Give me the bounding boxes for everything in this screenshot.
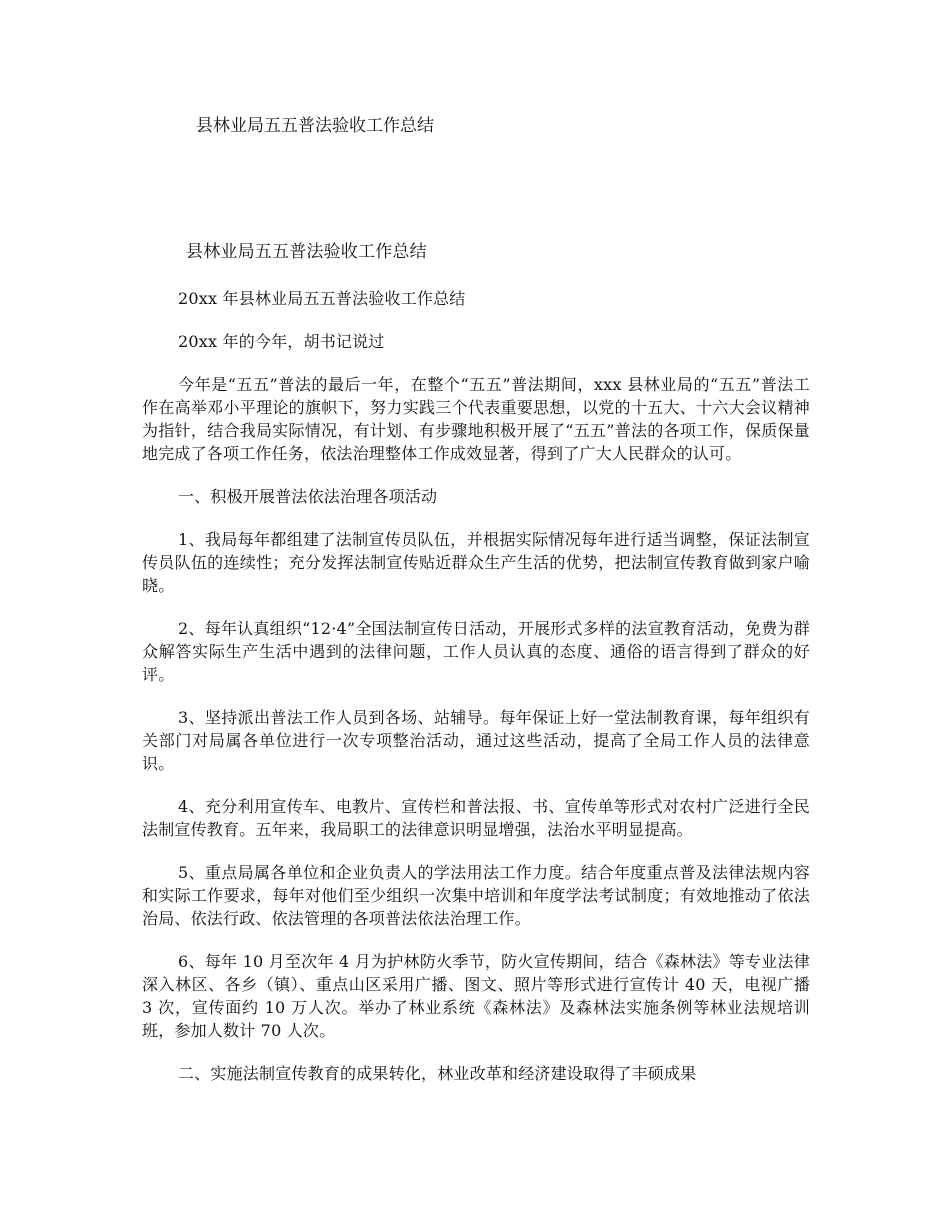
paragraph-item-6: 6、每年 10 月至次年 4 月为护林防火季节，防火宣传期间，结合《森林法》等专业法律深入林区、各乡（镇）、重点山区采用广播、图文、照片等形式进行宣传计 40 天，电视广播 3 次，宣传面约 10 万人次。举办了林业系统《森林法》及森林法实施条例等林业法规培训班，参加人数计 70 人次。 — [142, 952, 810, 1040]
section-heading-2: 二、实施法制宣传教育的成果转化，林业改革和经济建设取得了丰硕成果 — [178, 1064, 697, 1083]
paragraph-quote-intro: 20xx 年的今年，胡书记说过 — [178, 332, 385, 351]
section-heading-1: 一、积极开展普法依法治理各项活动 — [178, 487, 438, 506]
paragraph-summary-title: 20xx 年县林业局五五普法验收工作总结 — [178, 289, 466, 308]
paragraph-overview: 今年是“五五”普法的最后一年，在整个“五五”普法期间，xxx 县林业局的“五五”普法工作在高举邓小平理论的旗帜下，努力实践三个代表重要思想，以党的十五大、十六大会议精神为指针，结合我局实际情况，有计划、有步骤地积极开展了“五五”普法的各项工作，保质保量地完成了各项工作任务，依法治理整体工作成效显著，得到了广大人民群众的认可。 — [142, 375, 810, 463]
document-header-title: 县林业局五五普法验收工作总结 — [196, 116, 434, 136]
paragraph-item-5: 5、重点局属各单位和企业负责人的学法用法工作力度。结合年度重点普及法律法规内容和实际工作要求，每年对他们至少组织一次集中培训和年度学法考试制度；有效地推动了依法治局、依法行政、依法管理的各项普法依法治理工作。 — [142, 863, 810, 928]
document-subtitle: 县林业局五五普法验收工作总结 — [186, 242, 427, 262]
paragraph-item-3: 3、坚持派出普法工作人员到各场、站辅导。每年保证上好一堂法制教育课，每年组织有关部门对局属各单位进行一次专项整治活动，通过这些活动，提高了全局工作人员的法律意识。 — [142, 708, 810, 773]
paragraph-item-4: 4、充分利用宣传车、电教片、宣传栏和普法报、书、宣传单等形式对农村广泛进行全民法制宣传教育。五年来，我局职工的法律意识明显增强，法治水平明显提高。 — [142, 797, 810, 839]
paragraph-item-2: 2、每年认真组织“12·4”全国法制宣传日活动，开展形式多样的法宣教育活动，免费为群众解答实际生产生活中遇到的法律问题，工作人员认真的态度、通俗的语言得到了群众的好评。 — [142, 619, 810, 684]
document-body — [142, 240, 810, 1105]
paragraph-item-1: 1、我局每年都组建了法制宣传员队伍，并根据实际情况每年进行适当调整，保证法制宣传员队伍的连续性；充分发挥法制宣传贴近群众生产生活的优势，把法制宣传教育做到家户喻晓。 — [142, 530, 810, 595]
